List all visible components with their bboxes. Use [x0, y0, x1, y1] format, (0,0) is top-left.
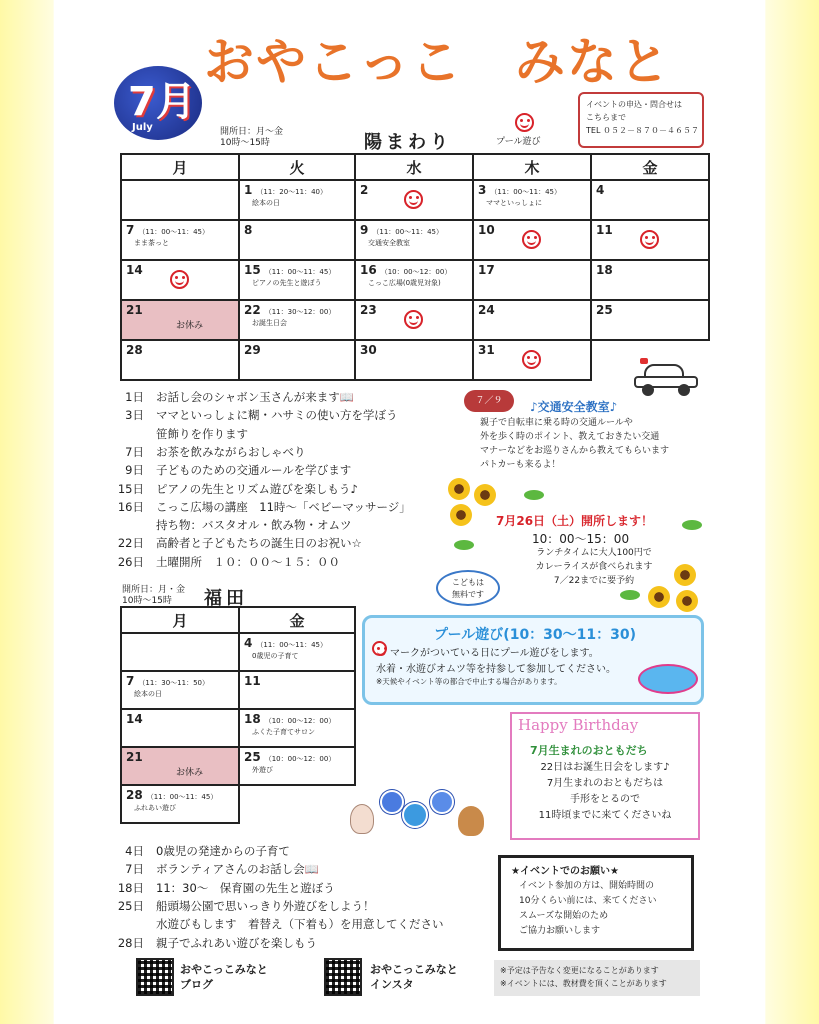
sunflower-icon	[474, 484, 496, 506]
saturday-line: カレーライスが食べられます	[535, 562, 653, 572]
calendar-day-cell	[355, 220, 473, 260]
branch1-hours-line2: 10時～15時	[220, 138, 270, 148]
calendar-day-cell	[121, 180, 239, 220]
saturday-time: 10：00～15：00	[532, 532, 630, 546]
day-number: 4	[244, 636, 253, 650]
smile-icon	[522, 230, 541, 249]
branch2-hours-line1: 開所日：月・金	[122, 585, 186, 595]
month-number: 7月	[128, 79, 196, 125]
list-item-date: 15日	[117, 481, 144, 496]
list-item-text: 高齢者と子どもたちの誕生日のお祝い☆	[156, 536, 362, 551]
saturday-line: ランチタイムに大人100円で	[536, 548, 652, 558]
day-number: 16	[360, 263, 377, 277]
event-name: こっこ広場(0歳児対象)	[368, 279, 441, 287]
insta-qr-line2: インスタ	[370, 978, 414, 991]
weekday-header: 月	[121, 607, 239, 633]
police-car-icon	[634, 356, 698, 394]
calendar-day-cell	[239, 300, 355, 340]
leaf-icon	[454, 540, 474, 550]
event-time: （11：00～11：45）	[264, 268, 336, 276]
list-item	[104, 916, 444, 932]
calendar-day-cell	[591, 260, 709, 300]
list-item-text: 土曜開所 １０：００～１５：００	[156, 554, 340, 569]
calendar-day-cell	[591, 180, 709, 220]
day-number: 3	[478, 183, 487, 197]
day-number: 30	[360, 343, 377, 357]
day-number: 2	[360, 183, 369, 197]
day-number: 28	[126, 343, 143, 357]
insta-qr-label	[370, 962, 458, 992]
request-line: イベント参加の方は、開始時間の	[519, 881, 655, 891]
pool-line2: 水着・水遊びオムツ等を持参して参加してください。	[376, 664, 616, 675]
event-time: （11：00～11：45）	[490, 188, 561, 196]
list-item	[104, 935, 317, 951]
calendar-day-cell	[121, 260, 239, 300]
sunflower-icon	[448, 478, 470, 500]
smile-icon	[170, 270, 189, 289]
day-number: 31	[478, 343, 495, 357]
calendar-day-cell	[121, 220, 239, 260]
pool-line1: マークがついている日にプール遊びをします。	[390, 648, 599, 659]
day-number: 22	[244, 303, 261, 317]
list-item	[104, 880, 335, 896]
saturday-line: 7／22までに要予約	[553, 576, 635, 586]
day-number: 24	[478, 303, 495, 317]
free-line2: 無料です	[452, 590, 484, 599]
kotsu-line: 親子で自転車に乗る時の交通ルールや	[480, 418, 633, 428]
calendar-day-cell	[121, 747, 239, 785]
branch1-name: 陽まわり	[364, 132, 452, 153]
blog-qr-line1: おやこっこみなと	[180, 963, 268, 976]
list-item-date: 16日	[117, 499, 144, 514]
list-item-text: 親子でふれあい遊びを楽しもう	[156, 935, 317, 950]
birthday-line: 7月生まれのおともだちは	[546, 778, 664, 789]
weekday-header: 金	[591, 154, 709, 180]
footnote-line: ※予定は予告なく変更になることがあります	[500, 966, 659, 975]
birthday-details	[514, 760, 696, 824]
branch2-name: 福田	[204, 588, 248, 609]
day-number: 14	[126, 712, 143, 726]
calendar-day-cell	[239, 340, 355, 380]
blog-qr-line2: ブログ	[180, 978, 213, 991]
list-item	[104, 481, 358, 497]
request-line: ご協力お願いします	[519, 926, 601, 936]
event-name: ママといっしょに	[486, 199, 542, 207]
calendar-day-cell	[121, 633, 239, 671]
month-english: July	[132, 122, 153, 133]
list-item-date: 3日	[125, 408, 144, 423]
calendar-hinata	[120, 153, 710, 381]
branch1-hours	[220, 127, 283, 149]
list-item-text: 水遊びもします 着替え（下着も）を用意してください	[156, 917, 444, 932]
calendar-day-cell	[473, 260, 591, 300]
birthday-line: 手形をとるので	[570, 794, 640, 805]
branch1-hours-line1: 開所日：月～金	[220, 127, 284, 137]
list-item-text: 11：30～ 保育園の先生と遊ぼう	[156, 880, 335, 895]
day-number: 14	[126, 263, 143, 277]
calendar-day-cell	[121, 340, 239, 380]
branch2-hours-line2: 10時～15時	[122, 596, 172, 606]
event-time: （11：20～11：40）	[256, 188, 327, 196]
list-item-date: 1日	[125, 390, 144, 404]
list-item-text: ボランティアさんのお話し会📖	[156, 862, 319, 877]
list-item	[104, 843, 290, 859]
smile-icon	[640, 230, 659, 249]
flyer-page	[54, 0, 765, 1024]
kotsu-line: 外を歩く時のポイント、教えておきたい交通	[480, 432, 660, 442]
calendar-day-cell	[121, 709, 239, 747]
page-title: おやこっこ みなと	[204, 33, 671, 91]
day-number: 25	[596, 303, 613, 317]
birthday-title: 7月生まれのおともだち	[530, 744, 648, 757]
kids-pool-icon	[638, 664, 698, 694]
event-name: 絵本の日	[134, 690, 162, 698]
day-number: 10	[478, 223, 495, 237]
calendar-day-cell	[473, 300, 591, 340]
calendar-day-cell	[591, 220, 709, 260]
pool-title: プール遊び(10：30～11：30)	[434, 627, 637, 643]
list-item-text: お話し会のシャボン玉さんが来ます📖	[156, 390, 355, 404]
kotsu-line: パトカーも来るよ！	[480, 460, 561, 470]
smile-icon	[404, 310, 423, 329]
birthday-line: 11時頃までに来てくださいね	[538, 810, 672, 821]
list-item	[104, 535, 362, 551]
list-item	[104, 426, 248, 442]
day-number: 29	[244, 343, 261, 357]
smile-icon	[515, 113, 534, 132]
branch2-hours	[122, 585, 185, 607]
kotsu-line: マナーなどをお巡りさんから教えてもらいます	[480, 446, 670, 456]
calendar-day-cell	[355, 260, 473, 300]
list-item	[104, 898, 375, 914]
event-time: （11：00～11：45）	[372, 228, 443, 236]
animals-flowers-illustration	[350, 784, 490, 844]
event-time: （11：00～11：45）	[256, 641, 327, 649]
calendar-day-cell	[239, 180, 355, 220]
calendar-day-cell	[591, 300, 709, 340]
event-name: ふくた子育てサロン	[252, 728, 315, 736]
footnote-box	[494, 960, 700, 996]
event-time: （11：30～12：00）	[264, 308, 336, 316]
list-item-text: 船頭場公園で思いっきり外遊びをしよう！	[156, 898, 375, 913]
calendar-day-cell	[239, 709, 355, 747]
calendar-day-cell	[239, 220, 355, 260]
list-item	[104, 444, 306, 460]
day-number: 11	[244, 674, 261, 688]
list-item-text: お茶を飲みながらおしゃべり	[156, 444, 306, 459]
list-item	[104, 499, 411, 515]
smile-icon	[404, 190, 423, 209]
blog-qr-code[interactable]	[136, 958, 174, 996]
list-item-date: 28日	[117, 935, 144, 950]
event-time: （10：00～12：00）	[380, 268, 452, 276]
request-box	[498, 855, 694, 951]
list-item	[104, 389, 354, 405]
event-name: ふれあい遊び	[134, 804, 176, 812]
day-number: 4	[596, 183, 605, 197]
event-name: お休み	[176, 321, 204, 331]
list-item-date: 26日	[117, 554, 144, 569]
free-line1: こどもは	[452, 578, 484, 587]
blog-qr-label	[180, 962, 268, 992]
calendar-day-cell	[121, 785, 239, 823]
day-number: 18	[244, 712, 261, 726]
birthday-line: 22日はお誕生日会をします♪	[540, 762, 670, 773]
day-number: 25	[244, 750, 261, 764]
day-number: 11	[596, 223, 613, 237]
calendar-day-cell	[239, 671, 355, 709]
list-item-date: 7日	[125, 444, 144, 459]
leaf-icon	[682, 520, 702, 530]
event-time: （11：00～11：45）	[146, 793, 218, 801]
calendar-day-cell	[473, 220, 591, 260]
day-number: 7	[126, 223, 135, 237]
list-item-text: 笹飾りを作ります	[156, 426, 248, 441]
list-item-date: 22日	[117, 536, 144, 551]
sunflower-icon	[450, 504, 472, 526]
saturday-details	[514, 546, 674, 588]
weekday-header: 火	[239, 154, 355, 180]
day-number: 7	[126, 674, 135, 688]
list-item	[104, 407, 398, 423]
list-item	[104, 462, 351, 478]
happy-birthday-text: Happy Birthday	[518, 716, 639, 734]
contact-box: イベントの申込・問合せは こちらまで TEL ０５２－８７０－４６５７	[578, 92, 704, 148]
list-item-text: 持ち物：バスタオル・飲み物・オムツ	[156, 518, 352, 533]
kotsu-date-badge: ７／９	[464, 390, 514, 412]
smile-icon	[522, 350, 541, 369]
event-name: お誕生日会	[252, 319, 287, 327]
kotsu-text	[480, 416, 669, 472]
list-item	[104, 554, 340, 570]
event-name: まま茶っと	[134, 239, 169, 247]
calendar-day-cell	[355, 300, 473, 340]
day-number: 15	[244, 263, 261, 277]
list-item-text: ママといっしょに糊・ハサミの使い方を学ぼう	[156, 408, 398, 423]
calendar-fukuta	[120, 606, 356, 824]
event-name: 絵本の日	[252, 199, 280, 207]
list-item-date: 25日	[117, 898, 144, 913]
day-number: 9	[360, 223, 369, 237]
day-number: 28	[126, 788, 143, 802]
list-item-text: こっこ広場の講座 11時～「ベビーマッサージ」	[156, 499, 411, 514]
day-number: 21	[126, 303, 143, 317]
event-time: （11：30～11：50）	[138, 679, 209, 687]
calendar-day-cell	[121, 671, 239, 709]
weekday-header: 木	[473, 154, 591, 180]
day-number: 21	[126, 750, 143, 764]
list-item-text: ピアノの先生とリズム遊びを楽しもう♪	[156, 481, 358, 496]
list-item	[104, 861, 319, 877]
leaf-icon	[620, 590, 640, 600]
weekday-header: 水	[355, 154, 473, 180]
pool-line3: ※天候やイベント等の都合で中止する場合があります。	[376, 677, 562, 686]
list-item-text: 子どものための交通ルールを学びます	[156, 463, 352, 478]
insta-qr-line1: おやこっこみなと	[370, 963, 458, 976]
event-name: 外遊び	[252, 766, 273, 774]
sunflower-icon	[676, 590, 698, 612]
event-name: ピアノの先生と遊ぼう	[252, 279, 322, 287]
sunflower-icon	[674, 564, 696, 586]
day-number: 8	[244, 223, 253, 237]
event-time: （10：00～12：00）	[264, 755, 336, 763]
list-item-date: 7日	[125, 862, 144, 877]
list-item-date: 9日	[125, 463, 144, 478]
event-time: （10：00～12：00）	[264, 717, 336, 725]
pool-legend-label: プール遊び	[496, 137, 541, 147]
list-item-text: 0歳児の発達からの子育て	[156, 844, 290, 858]
day-number: 17	[478, 263, 495, 277]
calendar-day-cell	[239, 633, 355, 671]
calendar-day-cell	[121, 300, 239, 340]
calendar-day-cell	[355, 180, 473, 220]
list-item	[104, 517, 352, 533]
smile-icon	[372, 641, 387, 656]
event-name: 交通安全教室	[368, 239, 410, 247]
weekday-header: 金	[239, 607, 355, 633]
weekday-header: 月	[121, 154, 239, 180]
list-item-date: 18日	[117, 880, 144, 895]
list-item-date: 4日	[125, 844, 144, 858]
calendar-day-cell	[355, 340, 473, 380]
event-time: （11：00～11：45）	[138, 228, 209, 236]
sunflower-icon	[648, 586, 670, 608]
calendar-day-cell	[239, 747, 355, 785]
saturday-title: 7月26日（土）開所します！	[496, 514, 654, 528]
request-line: スムーズな開始のため	[519, 911, 609, 921]
leaf-icon	[524, 490, 544, 500]
event-name: 0歳児の子育て	[252, 652, 299, 660]
calendar-day-cell	[473, 340, 591, 380]
day-number: 23	[360, 303, 377, 317]
calendar-day-cell	[473, 180, 591, 220]
request-line: 10分くらい前には、来てください	[519, 896, 657, 906]
day-number: 1	[244, 183, 253, 197]
event-name: お休み	[176, 768, 204, 778]
insta-qr-code[interactable]	[324, 958, 362, 996]
kotsu-title: ♪交通安全教室♪	[530, 400, 618, 414]
free-for-kids-bubble	[436, 570, 500, 606]
footnote-line: ※イベントには、教材費を頂くことがあります	[500, 979, 667, 988]
day-number: 18	[596, 263, 613, 277]
request-title: ★イベントでのお願い★	[511, 866, 619, 877]
calendar-day-cell	[239, 260, 355, 300]
